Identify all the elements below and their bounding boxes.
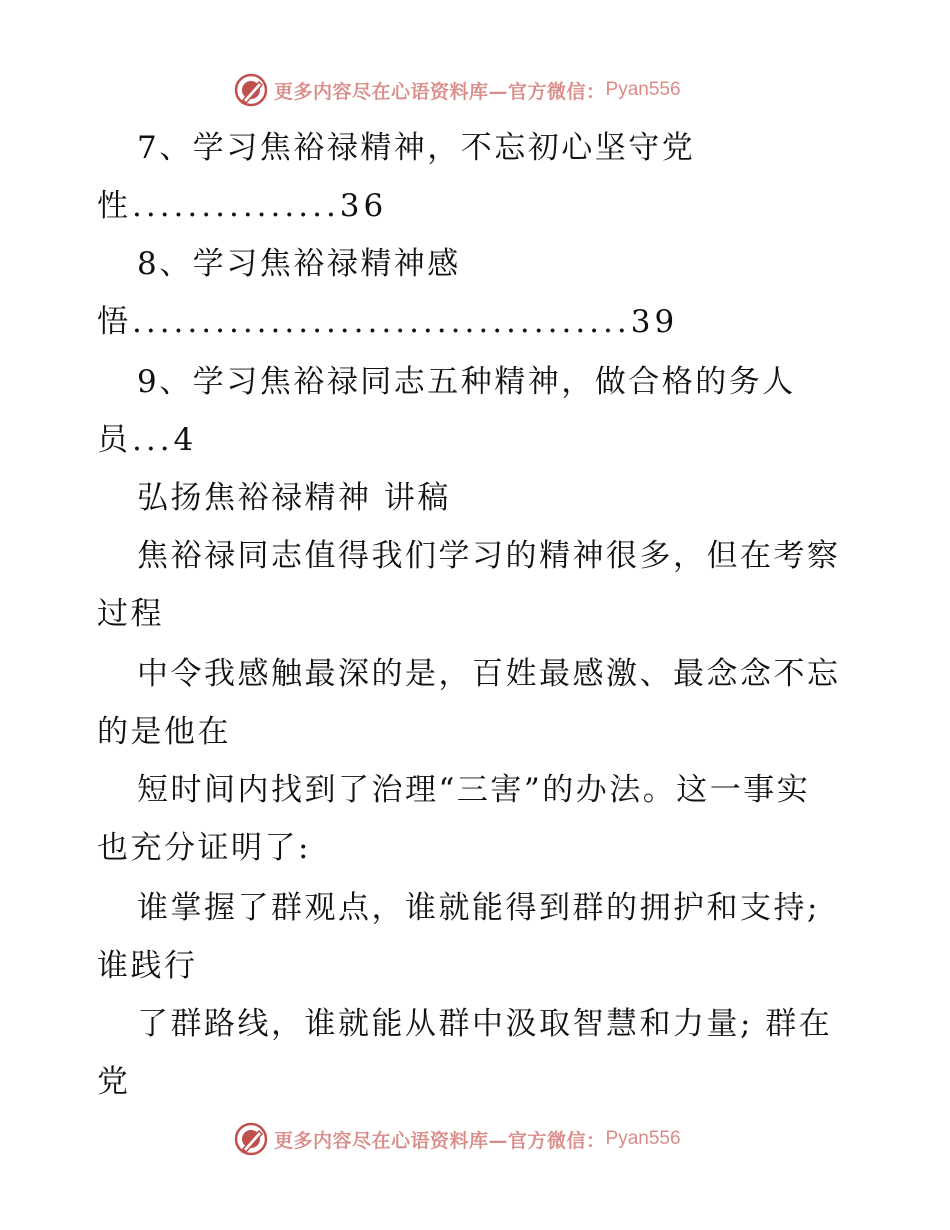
paragraph-4-first-line: 谁掌握了群观点，谁就能得到群的拥护和支持; (137, 890, 820, 926)
toc-entry-9-continuation: 员...4 (97, 422, 198, 458)
watermark-wechat-id: Pyan556 (605, 1128, 681, 1149)
watermark-text: 更多内容尽在心语资料库—官方微信： (274, 1129, 606, 1152)
toc-entry-7-continuation: 性...............36 (97, 188, 388, 224)
pen-logo-icon (234, 1122, 268, 1156)
paragraph-3-rest: 也充分证明了: (97, 830, 311, 866)
paragraph-2-first-line: 中令我感触最深的是，百姓最感激、最念念不忘 (137, 656, 841, 692)
paragraph-1-first-line: 焦裕禄同志值得我们学习的精神很多，但在考察 (137, 538, 841, 574)
toc-entry-9-title: 9、学习焦裕禄同志五种精神，做合格的务人 (137, 364, 796, 400)
paragraph-5-first-line: 了群路线，谁就能从群中汲取智慧和力量; 群在 (137, 1006, 833, 1042)
paragraph-2-rest: 的是他在 (97, 714, 231, 750)
paragraph-3-first-line: 短时间内找到了治理“三害”的办法。这一事实 (137, 772, 811, 808)
watermark-wechat-id: Pyan556 (605, 79, 681, 100)
watermark-text: 更多内容尽在心语资料库—官方微信： (274, 80, 606, 103)
speech-heading: 弘扬焦裕禄精神 讲稿 (137, 480, 451, 516)
paragraph-5-rest: 党 (97, 1064, 131, 1100)
toc-entry-8-title: 8、学习焦裕禄精神感 (137, 246, 461, 282)
paragraph-4-rest: 谁践行 (97, 948, 198, 984)
toc-entry-8-continuation: 悟....................................39 (97, 304, 679, 340)
header-watermark (234, 73, 681, 107)
toc-entry-7-title: 7、学习焦裕禄精神，不忘初心坚守党 (137, 130, 696, 166)
footer-watermark (234, 1122, 681, 1156)
pen-logo-icon (234, 73, 268, 107)
paragraph-1-rest: 过程 (97, 596, 164, 632)
